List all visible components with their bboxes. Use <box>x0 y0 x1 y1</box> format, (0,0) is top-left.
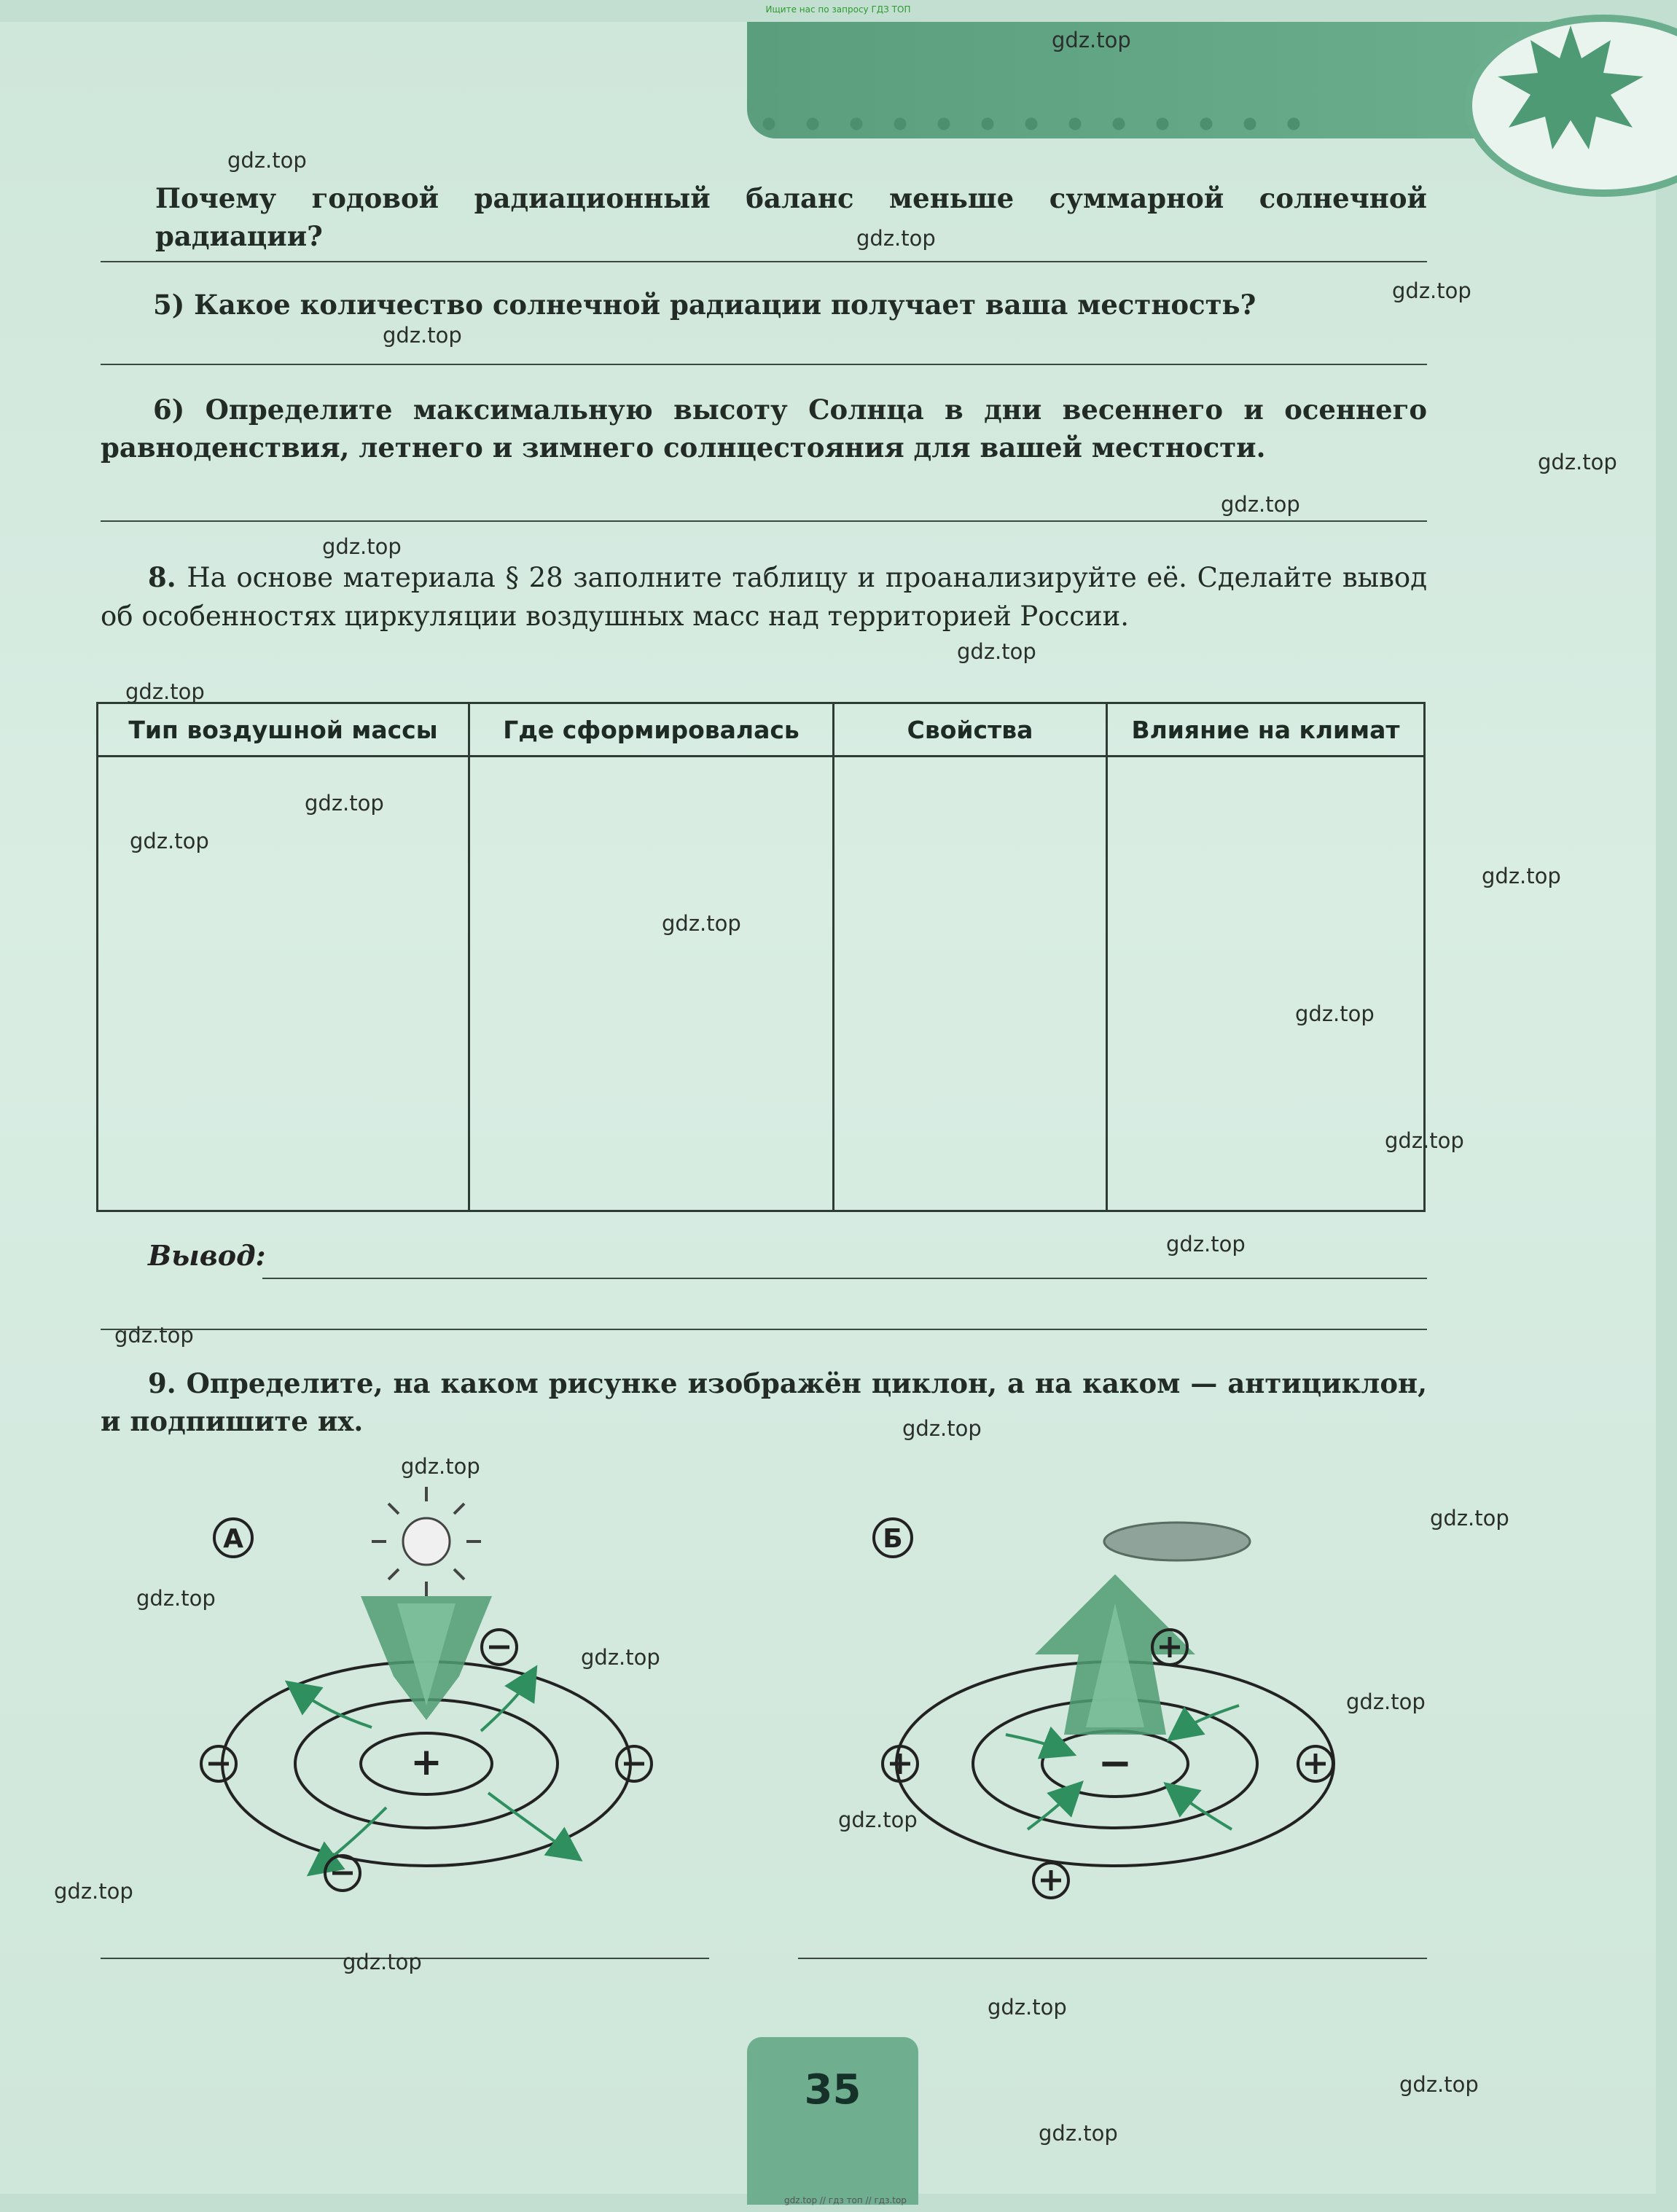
air-mass-table <box>96 702 1426 1212</box>
plus-icon <box>883 1746 918 1781</box>
question-5: 5) Какое количество солнечной радиации получает ваша местность? <box>153 289 1256 321</box>
answer-line <box>262 1278 1427 1279</box>
watermark: gdz.top <box>136 1586 216 1611</box>
watermark: gdz.top <box>1538 450 1617 474</box>
table-cell[interactable] <box>470 757 834 1210</box>
answer-line <box>101 364 1427 365</box>
watermark: gdz.top <box>662 911 741 936</box>
watermark: gdz.top <box>322 534 402 559</box>
watermark: gdz.top <box>401 1454 480 1479</box>
column-header-properties: Свойства <box>834 704 1108 757</box>
watermark: gdz.top <box>1385 1128 1464 1153</box>
minus-icon <box>617 1746 652 1781</box>
task-9-body: Определите, на каком рисунке изображён циклон, а на каком — антициклон, и подпишите их. <box>101 1367 1427 1437</box>
task-9-number: 9. <box>148 1367 176 1399</box>
plus-icon <box>1298 1746 1333 1781</box>
svg-text:−: − <box>1098 1740 1133 1787</box>
watermark: gdz.top <box>988 1995 1067 2020</box>
diagram-a <box>109 1487 765 1924</box>
label-b: Б <box>883 1524 903 1554</box>
watermark: gdz.top <box>856 226 936 251</box>
plus-icon <box>1033 1863 1068 1898</box>
question-6: 6) Определите максимальную высоту Солнца в дни весеннего и осеннего равноденствия, летнего и зимнего солнцестояния для вашей местности. <box>101 394 1427 464</box>
sun-icon <box>372 1487 481 1596</box>
diagram-b <box>773 1487 1428 1924</box>
watermark: gdz.top <box>130 829 209 853</box>
watermark: gdz.top <box>1166 1232 1246 1257</box>
table-cell[interactable] <box>834 757 1108 1210</box>
watermark: gdz.top <box>1482 864 1561 888</box>
watermark: gdz.top <box>902 1416 982 1441</box>
watermark: gdz.top <box>957 639 1036 664</box>
table-cell[interactable] <box>98 757 470 1210</box>
watermark: gdz.top <box>227 148 307 173</box>
watermark: gdz.top <box>343 1950 422 1974</box>
star-burst-icon <box>1487 18 1654 157</box>
watermark: gdz.top <box>1346 1689 1426 1714</box>
task-8-number: 8. <box>148 561 176 593</box>
watermark: gdz.top <box>1052 28 1131 52</box>
task-8-body: На основе материала § 28 заполните таблицу и проанализируйте её. Сделайте вывод об особенностях циркуляции воздушных масс над территорией России. <box>101 562 1427 632</box>
minus-icon <box>482 1630 517 1665</box>
cloud-icon <box>1104 1523 1250 1560</box>
answer-line <box>101 1329 1427 1330</box>
question-radiation-balance: Почему годовой радиационный баланс меньше суммарной солнечной радиации? <box>155 182 1427 252</box>
label-a: А <box>223 1524 243 1554</box>
watermark: gdz.top <box>1430 1506 1509 1531</box>
page-number: 35 <box>804 2066 861 2114</box>
page-number-tab <box>747 2037 918 2205</box>
minus-icon <box>325 1856 360 1891</box>
watermark: gdz.top <box>1221 492 1300 517</box>
watermark: gdz.top <box>1295 1001 1375 1026</box>
watermark: gdz.top <box>1039 2121 1118 2146</box>
watermark: gdz.top <box>125 679 205 704</box>
column-header-climate-influence: Влияние на климат <box>1108 704 1423 757</box>
watermark: gdz.top <box>305 791 384 816</box>
answer-line-b <box>798 1958 1427 1959</box>
watermark: gdz.top <box>1392 278 1471 303</box>
watermark: gdz.top <box>54 1879 133 1904</box>
task-8-text <box>101 558 1427 636</box>
answer-line <box>101 261 1427 262</box>
column-header-origin: Где сформировалась <box>470 704 834 757</box>
answer-line <box>101 520 1427 522</box>
watermark: gdz.top <box>581 1645 660 1670</box>
conclusion-label: Вывод: <box>148 1239 266 1272</box>
svg-text:+: + <box>410 1740 442 1784</box>
watermark: gdz.top <box>838 1807 918 1832</box>
minus-icon <box>201 1746 236 1781</box>
watermark: gdz.top <box>114 1323 194 1348</box>
table-cell[interactable] <box>1108 757 1423 1210</box>
footer-link[interactable]: gdz.top // гдз топ // гдз.top <box>784 2195 907 2205</box>
column-header-type: Тип воздушной массы <box>98 704 470 757</box>
task-9-text <box>101 1364 1427 1440</box>
watermark: gdz.top <box>1399 2072 1479 2097</box>
watermark: gdz.top <box>383 323 462 348</box>
header-link[interactable]: Ищите нас по запросу ГДЗ ТОП <box>765 4 911 15</box>
